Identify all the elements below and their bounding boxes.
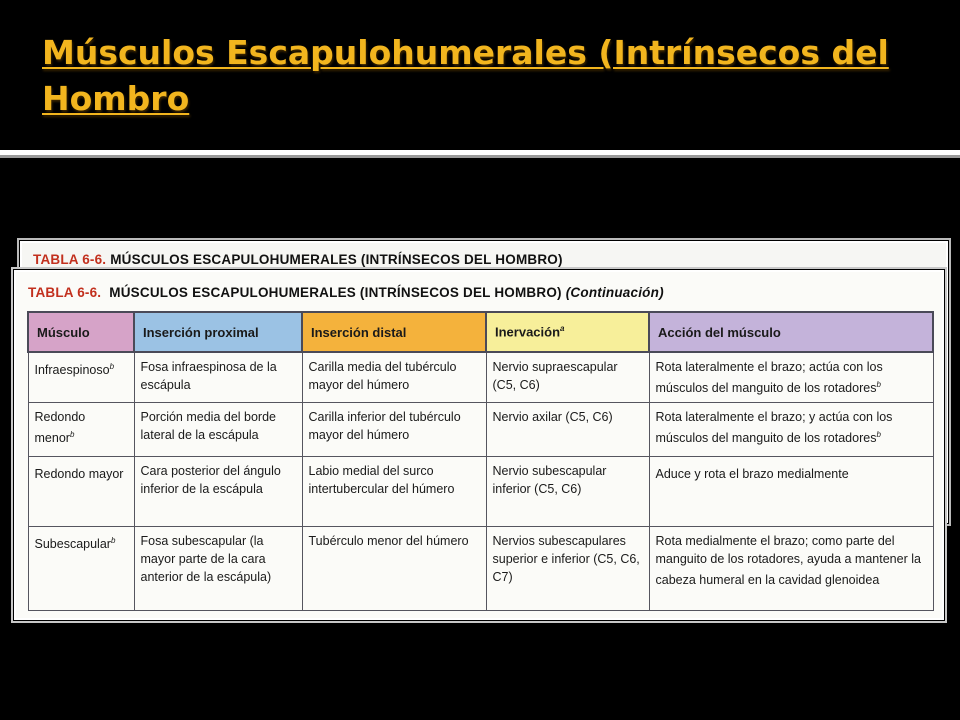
- action-cell: Aduce y rota el brazo medialmente: [649, 456, 933, 526]
- distal-cell: Carilla inferior del tubérculo mayor del húmero: [302, 402, 486, 456]
- header-accion: Acción del músculo: [649, 312, 933, 352]
- proximal-cell: Porción media del borde lateral de la escápula: [134, 402, 302, 456]
- back-table-number: TABLA 6-6.: [33, 252, 107, 267]
- header-musculo: Músculo: [28, 312, 134, 352]
- back-table-caption-text: MÚSCULOS ESCAPULOHUMERALES (INTRÍNSECOS DEL HOMBRO): [110, 252, 563, 267]
- table-caption-continuation: (Continuación): [565, 285, 664, 300]
- muscle-cell: Redondo menor$^b$: [28, 402, 134, 456]
- table-row: [28, 526, 933, 610]
- proximal-cell: Fosa subescapular (la mayor parte de la cara anterior de la escápula): [134, 526, 302, 610]
- header-insercion-distal: Inserción distal: [302, 312, 486, 352]
- slide-title: Músculos Escapulohumerales (Intrínsecos del Hombro: [42, 33, 889, 118]
- innervation-cell: Nervios subescapulares superior e inferior (C5, C6, C7): [486, 526, 649, 610]
- header-inervacion: Inervación$^a$: [486, 312, 649, 352]
- muscle-cell: Subescapular$^b$: [28, 526, 134, 610]
- innervation-cell: Nervio subescapular inferior (C5, C6): [486, 456, 649, 526]
- proximal-cell: Cara posterior del ángulo inferior de la escápula: [134, 456, 302, 526]
- muscles-table: [27, 311, 934, 611]
- muscle-cell: Infraespinoso$^b$: [28, 352, 134, 402]
- table-row: [28, 352, 933, 402]
- table-number: TABLA 6-6.: [28, 285, 102, 300]
- table-row: [28, 402, 933, 456]
- proximal-cell: Fosa infraespinosa de la escápula: [134, 352, 302, 402]
- distal-cell: Tubérculo menor del húmero: [302, 526, 486, 610]
- slide-title-bar: [0, 0, 960, 150]
- innervation-cell: Nervio axilar (C5, C6): [486, 402, 649, 456]
- innervation-cell: Nervio supraescapular (C5, C6): [486, 352, 649, 402]
- distal-cell: Labio medial del surco intertubercular del húmero: [302, 456, 486, 526]
- action-cell: Rota medialmente el brazo; como parte del manguito de los rotadores, ayuda a mantener la cabeza humeral en la cavidad glenoidea: [649, 526, 933, 610]
- table-caption-text: MÚSCULOS ESCAPULOHUMERALES (INTRÍNSECOS DEL HOMBRO): [109, 285, 562, 300]
- action-cell: Rota lateralmente el brazo; actúa con los músculos del manguito de los rotadores$^b$: [649, 352, 933, 402]
- distal-cell: Carilla media del tubérculo mayor del húmero: [302, 352, 486, 402]
- muscle-cell: Redondo mayor: [28, 456, 134, 526]
- header-insercion-proximal: Inserción proximal: [134, 312, 302, 352]
- table-caption: [28, 285, 664, 300]
- action-cell: Rota lateralmente el brazo; y actúa con los músculos del manguito de los rotadores$^b$: [649, 402, 933, 456]
- table-row: [28, 456, 933, 526]
- back-table-caption: [33, 252, 563, 267]
- header-footnote-marker: a: [560, 324, 565, 334]
- table-header-row: [28, 312, 933, 352]
